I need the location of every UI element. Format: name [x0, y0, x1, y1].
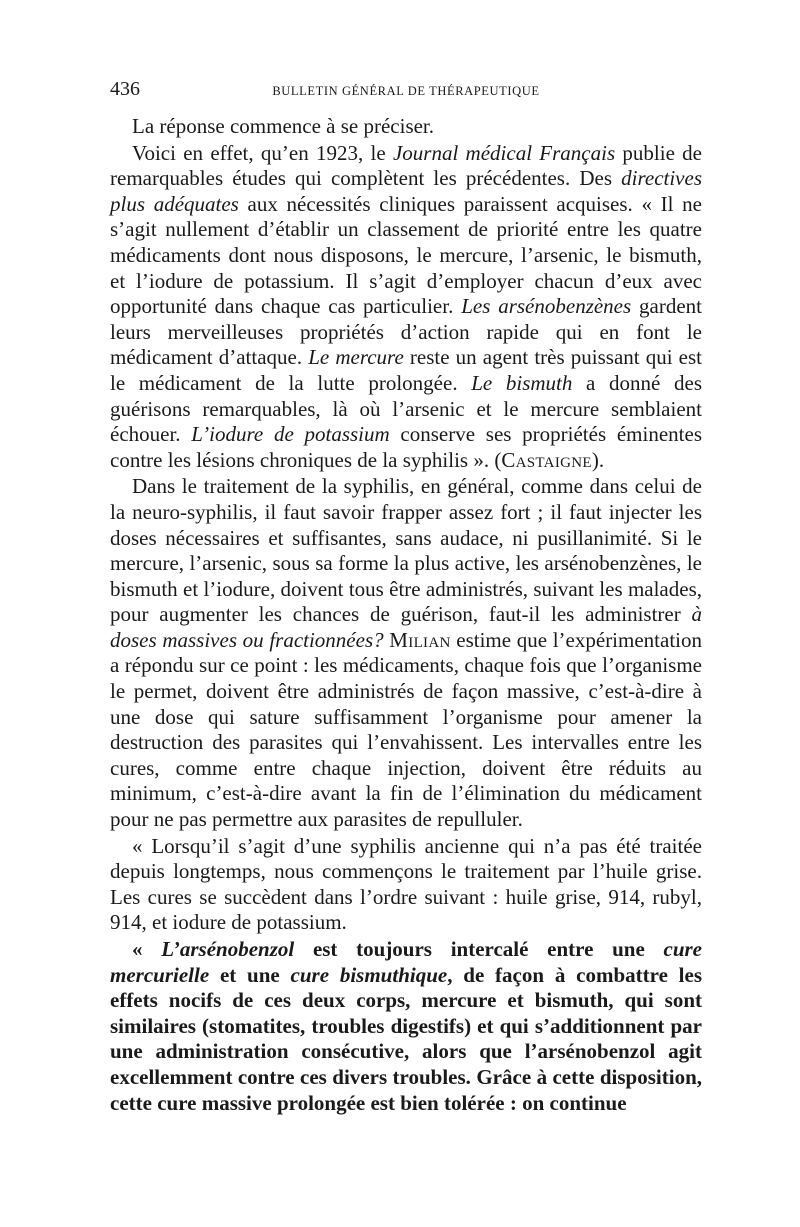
paragraph — [110, 937, 702, 1116]
italic-text: cure bismuthique — [290, 962, 448, 987]
text-run: a donné des guérisons remarquables, là où l’arsenic et le mercure semblaient échouer. — [110, 370, 703, 447]
text-run: « — [132, 937, 162, 961]
italic-text: cure mercurielle — [110, 937, 702, 987]
text-run: Voici en effet, qu’en 1923, le — [132, 140, 393, 165]
text-run: « Lorsqu’il s’agit d’une syphilis ancienne qui n’a pas été traitée depuis longtemps, nous commençons le traitement par l’huile grise. Les cures se succèdent dans l’ordre suivant : huile grise, 914, rubyl, 914, et iodure de potassium. — [110, 833, 702, 935]
text-run: conserve ses propriétés éminentes contre les lésions chroniques de la syphilis ». ( — [110, 422, 702, 472]
italic-text: Journal médical Français — [392, 140, 616, 165]
text-run: estime que l’expérimentation a répondu sur ce point : les médicaments, chaque fois que l’organisme le permet, doivent être administrés de façon massive, c’est-à-dire à une dose qui sature suffisamment l’organisme pour amener la destruction des parasites qui l’envahissent. Les intervalles entre les cures, comme entre chaque injection, doivent être réduits au minimum, c’est-à-dire avant la fin de l’élimination du médicament pour ne pas permettre aux parasites de repulluler. — [110, 627, 702, 832]
paragraph — [110, 141, 702, 474]
italic-text: Le bismuth — [471, 370, 573, 395]
page-body — [110, 114, 702, 1116]
page-number: 436 — [110, 78, 140, 100]
italic-text: L’iodure de potassium — [191, 422, 390, 447]
text-run: et une — [209, 962, 291, 987]
paragraph — [110, 474, 702, 832]
running-title: BULLETIN GÉNÉRAL DE THÉRAPEUTIQUE — [272, 84, 540, 98]
italic-text: Les arsénobenzènes — [461, 294, 632, 319]
text-run: aux nécessités cliniques paraissent acquises. « Il ne s’agit nullement d’établir un classement de priorité entre les quatre médicaments dont nous disposons, le mercure, l’arsenic, le bismuth, et l’iodure de potassium. Il s’agit d’employer chacun d’eux avec opportunité dans chaque cas particulier. — [110, 191, 703, 319]
text-run: Dans le traitement de la syphilis, en général, comme dans celui de la neuro-syphilis, il faut savoir frapper assez fort ; il faut injecter les doses nécessaires et suffisantes, sans audace, ni pusillanimité. Si le mercure, l’arsenic, sous sa forme la plus active, les arsénobenzènes, le bismuth et l’iodure, doivent tous être administrés, suivant les malades, pour augmenter les chances de guérison, faut-il les administrer — [110, 474, 702, 627]
paragraph — [110, 114, 702, 140]
text-run: ). — [591, 447, 605, 472]
text-run: est toujours intercalé entre une — [294, 937, 664, 961]
text-run: La réponse commence à se préciser. — [132, 114, 435, 138]
text-run: reste un agent très puissant qui est le médicament de la lutte prolongée. — [110, 345, 702, 395]
page-header — [110, 78, 702, 108]
text-run: gardent leurs merveilleuses propriétés d’action rapide qui en font le médicament d’attaque. — [110, 294, 702, 370]
text-run: publie de remarquables études qui complètent les précédentes. Des — [110, 140, 702, 191]
author-name: Milian — [389, 627, 451, 652]
italic-text: à doses massives ou fractionnées? — [110, 602, 702, 652]
author-name: Castaigne — [501, 447, 592, 472]
italic-text: directives plus adéquates — [110, 166, 702, 216]
paragraph — [110, 834, 702, 936]
italic-text: L’arsénobenzol — [161, 937, 295, 961]
text-run: , de façon à combattre les effets nocifs de ces deux corps, mercure et bismuth, qui sont similaires (stomatites, troubles digestifs) et qui s’additionnent par une administration consécutive, alors que l’arsénobenzol agit excellemment contre ces divers troubles. Grâce à cette disposition, cette cure massive prolongée est bien tolérée : on continue — [110, 962, 703, 1115]
italic-text: Le mercure — [308, 345, 404, 370]
